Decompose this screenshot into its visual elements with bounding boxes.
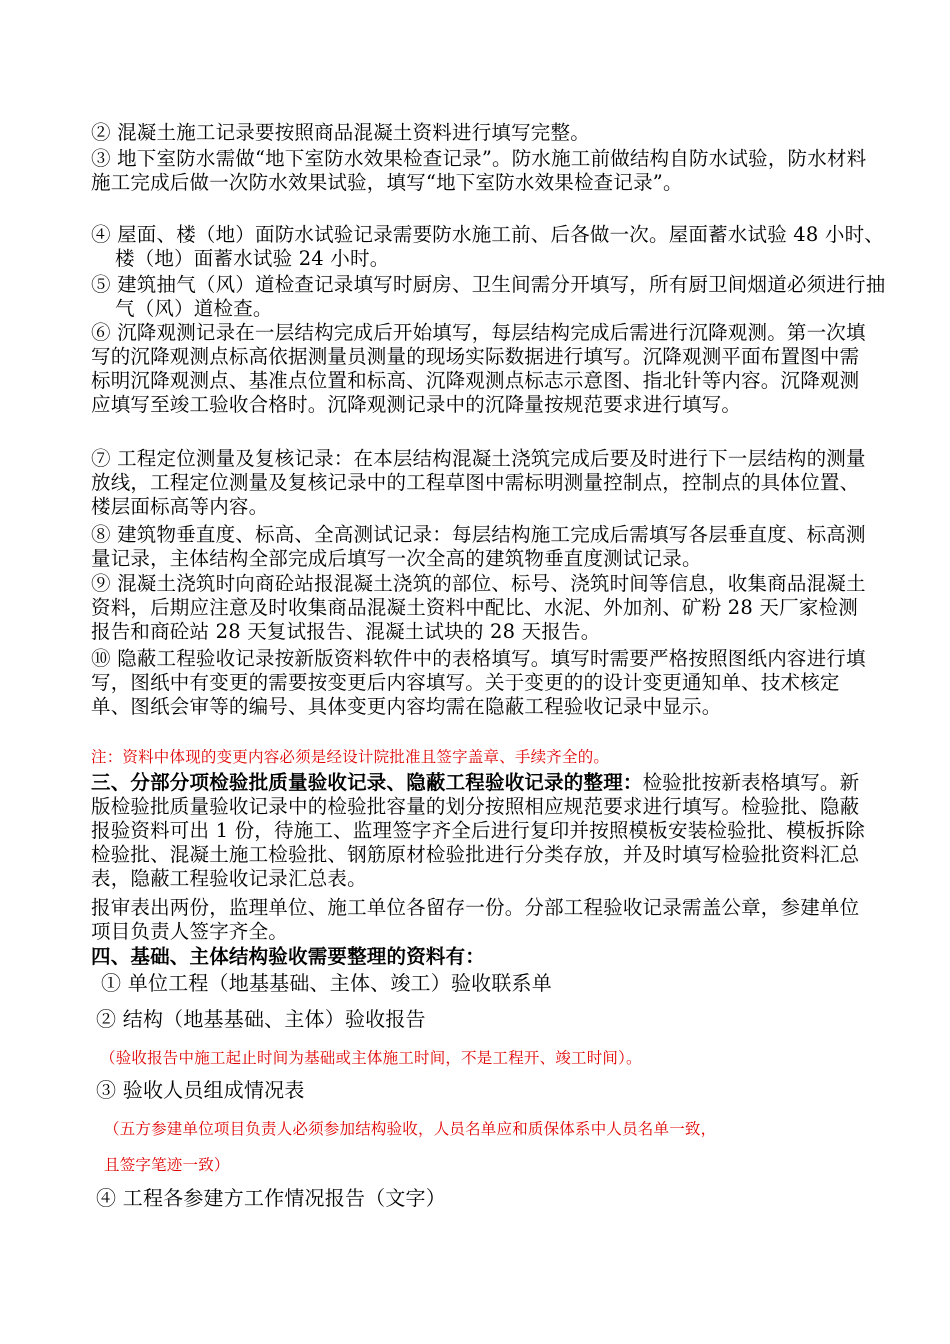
item-7: ⑦ 工程定位测量及复核记录：在本层结构混凝土浇筑完成后要及时进行下一层结构的测量放线，工程定位测量及复核记录中的工程草图中需标明测量控制点，控制点的具体位置、楼层面标高等内容。 — [91, 447, 866, 518]
change-note: 注：资料中体现的变更内容必须是经设计院批准且签字盖章、手续齐全的。 — [91, 748, 610, 766]
list-item-3: ③ 验收人员组成情况表 — [96, 1078, 305, 1102]
item-6: ⑥ 沉降观测记录在一层结构完成后开始填写，每层结构完成后需进行沉降观测。第一次填写的沉降观测点标高依据测量员测量的现场实际数据进行填写。沉降观测平面布置图中需标明沉降观测点、基准点位置和标高、沉降观测点标志示意图、指北针等内容。沉降观测应填写至竣工验收合格时。沉降观测记录中的沉降量按规范要求进行填写。 — [91, 321, 866, 416]
section-3-body-2: 报审表出两份，监理单位、施工单位各留存一份。分部工程验收记录需盖公章，参建单位项目负责人签字齐全。 — [91, 896, 860, 943]
item-9: ⑨ 混凝土浇筑时向商砼站报混凝土浇筑的部位、标号、浇筑时间等信息，收集商品混凝土资料，后期应注意及时收集商品混凝土资料中配比、水泥、外加剂、矿粉 28 天厂家检测报告和商砼站 28 天复试报告、混凝土试块的 28 天报告。 — [91, 572, 866, 643]
item-2: ② 混凝土施工记录要按照商品混凝土资料进行填写完整。 — [91, 121, 590, 144]
item-4: ④ 屋面、楼（地）面防水试验记录需要防水施工前、后各做一次。屋面蓄水试验 48 小时、楼（地）面蓄水试验 24 小时。 — [91, 223, 885, 270]
report-note: （验收报告中施工起止时间为基础或主体施工时间，不是工程开、竣工时间）。 — [100, 1049, 642, 1067]
item-3: ③ 地下室防水需做“地下室防水效果检查记录”。防水施工前做结构自防水试验，防水材料施工完成后做一次防水效果试验，填写“地下室防水效果检查记录”。 — [91, 147, 867, 194]
item-5: ⑤ 建筑抽气（风）道检查记录填写时厨房、卫生间需分开填写，所有厨卫间烟道必须进行抽气（风）道检查。 — [91, 273, 886, 320]
section-3 — [91, 771, 871, 891]
section-3-body: 检验批按新表格填写。新版检验批质量验收记录中的检验批容量的划分按照相应规范要求进行填写。检验批、隐蔽报验资料可出 1 份，待施工、监理签字齐全后进行复印并按照模板安装检验批、模板拆除检验批、混凝土施工检验批、钢筋原材检验批进行分类存放，并及时填写检验批资料汇总表，隐蔽工程验收记录汇总表。 — [91, 771, 866, 890]
item-8: ⑧ 建筑物垂直度、标高、全高测试记录：每层结构施工完成后需填写各层垂直度、标高测量记录，主体结构全部完成后填写一次全高的建筑物垂直度测试记录。 — [91, 523, 866, 570]
section-4-heading: 四、基础、主体结构验收需要整理的资料有： — [91, 945, 486, 968]
section-3-heading: 三、分部分项检验批质量验收记录、隐蔽工程验收记录的整理： — [91, 771, 643, 794]
list-item-4: ④ 工程各参建方工作情况报告（文字） — [96, 1186, 446, 1210]
list-item-1: ① 单位工程（地基基础、主体、竣工）验收联系单 — [101, 971, 552, 995]
list-item-2: ② 结构（地基基础、主体）验收报告 — [96, 1007, 426, 1031]
personnel-note-line-1: （五方参建单位项目负责人必须参加结构验收，人员名单应和质保体系中人员名单一致， — [104, 1120, 717, 1138]
item-10: ⑩ 隐蔽工程验收记录按新版资料软件中的表格填写。填写时需要严格按照图纸内容进行填写，图纸中有变更的需要按变更后内容填写。关于变更的的设计变更通知单、技术核定单、图纸会审等的编号、具体变更内容均需在隐蔽工程验收记录中显示。 — [91, 647, 866, 718]
personnel-note-line-2: 且签字笔迹一致） — [104, 1156, 230, 1174]
